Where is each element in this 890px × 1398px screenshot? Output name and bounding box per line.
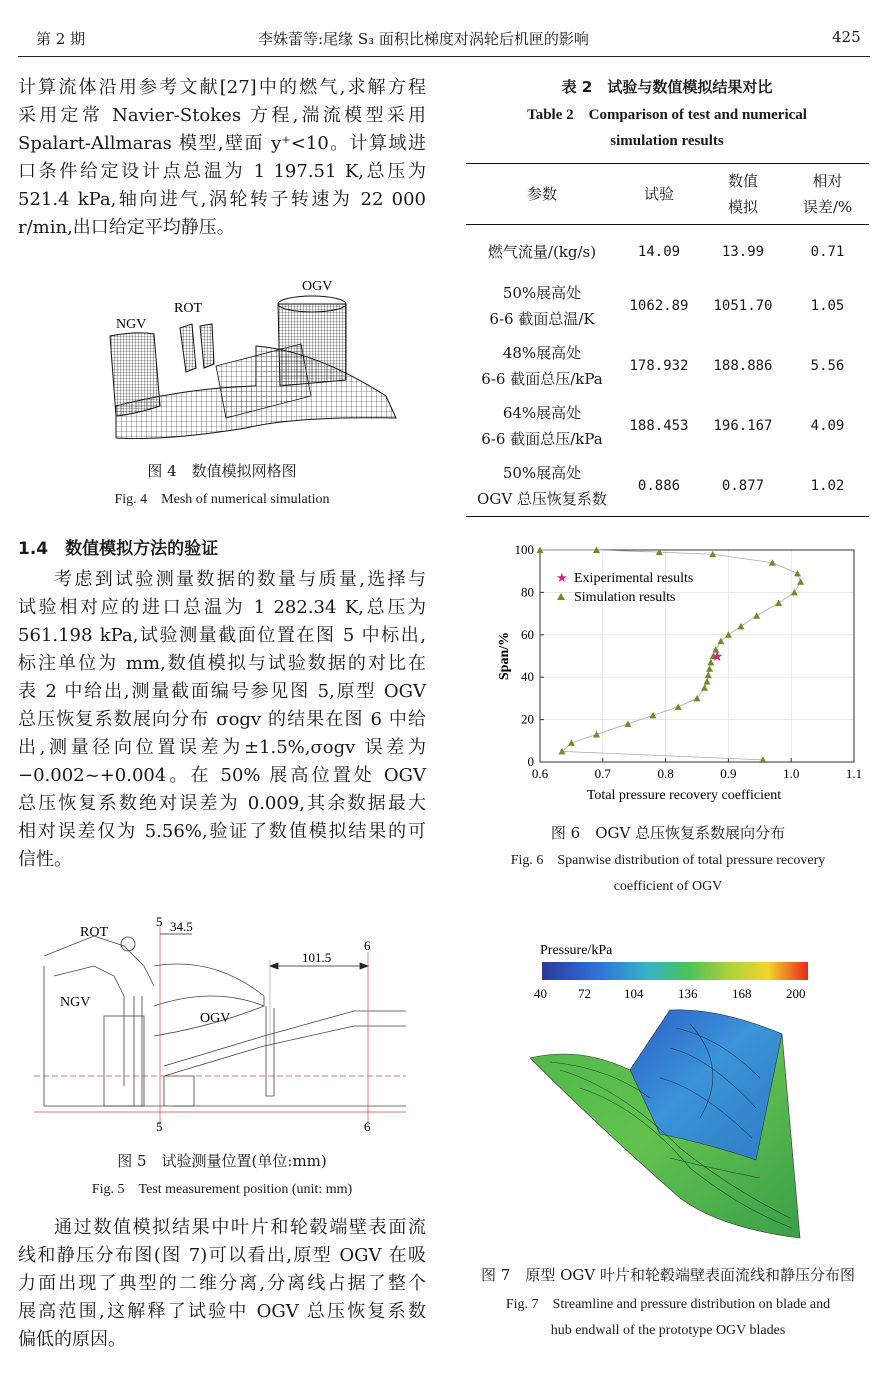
- simulation-point: [694, 695, 701, 702]
- text-line: 偏低的原因。: [18, 1329, 126, 1350]
- fig6-caption-en-line: Fig. 6 Spanwise distribution of total pressure recovery: [510, 853, 826, 868]
- x-tick-label: 0.9: [720, 766, 737, 781]
- table-row: [466, 276, 869, 336]
- cell-test: 0.886: [618, 456, 700, 517]
- fig4-caption-en: Fig. 4 Mesh of numerical simulation: [114, 492, 330, 507]
- table2-title-en: [466, 102, 868, 154]
- fig5-dimension-34-5: 34.5: [170, 919, 193, 934]
- paragraph-1: [18, 74, 426, 242]
- table2-title-cn: 表 2 试验与数值模拟结果对比: [561, 78, 773, 96]
- y-tick-label: 0: [527, 754, 534, 769]
- fig7-caption-en-line: hub endwall of the prototype OGV blades: [550, 1323, 786, 1338]
- legend-triangle-marker: [557, 593, 565, 600]
- figure-7-contour: [520, 938, 820, 1248]
- text-line: 信性。: [18, 849, 72, 870]
- figure-4-mesh: [96, 276, 406, 446]
- table-header-param: 参数: [466, 164, 618, 225]
- text-line: 标注单位为 mm,数值模拟与试验数据的对比在: [18, 653, 426, 674]
- fig5-label-section5-top: 5: [156, 916, 163, 929]
- header-page: 425: [832, 28, 861, 46]
- y-tick-label: 100: [514, 542, 534, 557]
- fig5-label-section6-top: 6: [364, 938, 371, 953]
- y-tick-label: 20: [521, 711, 534, 727]
- fig7-caption-en: [462, 1292, 874, 1344]
- y-tick-label: 80: [521, 584, 534, 600]
- simulation-point: [704, 678, 711, 685]
- cell-test: 14.09: [637, 244, 681, 260]
- header-issue: 第 2 期: [36, 30, 86, 48]
- text-line: −0.002~+0.004。在 50% 展高位置处 OGV: [18, 765, 426, 786]
- y-tick-label: 60: [521, 626, 534, 642]
- legend-label-experimental: Exiperimental results: [574, 571, 694, 586]
- header-title: 李姝蕾等:尾缘 S₃ 面积比梯度对涡轮后机匣的影响: [258, 30, 589, 48]
- text-line: 考虑到试验测量数据的数量与质量,选择与: [54, 569, 426, 590]
- text-line: 521.4 kPa,轴向进气,涡轮转子转速为 22 000: [18, 189, 426, 210]
- figure-6-chart: [494, 540, 870, 808]
- fig4-caption-cn: 图 4 数值模拟网格图: [147, 462, 297, 480]
- x-tick-label: 0.8: [657, 766, 674, 781]
- fig5-label-ogv: OGV: [200, 1011, 231, 1026]
- table-header-sim: 数值 模拟: [700, 164, 786, 225]
- fig4-label-rot: ROT: [174, 301, 202, 316]
- cell-param: 64%展高处 6-6 截面总压/kPa: [481, 404, 603, 448]
- simulation-point: [568, 739, 575, 746]
- fig5-label-rot: ROT: [80, 925, 108, 940]
- cell-err: 0.71: [810, 244, 845, 260]
- x-tick-label: 0.7: [594, 766, 611, 781]
- simulation-point: [624, 720, 631, 727]
- fig6-caption-en: [466, 848, 870, 900]
- fig5-label-ngv: NGV: [60, 995, 91, 1010]
- table2-title-en-line: simulation results: [610, 133, 724, 149]
- text-line: 561.198 kPa,试验测量截面位置在图 5 中标出,: [18, 625, 426, 646]
- fig7-caption-en-line: Fig. 7 Streamline and pressure distribution on blade and: [505, 1297, 831, 1312]
- simulation-point: [775, 600, 782, 607]
- simulation-point: [593, 731, 600, 738]
- cell-err: 4.09: [810, 418, 845, 434]
- fig7-tick: 200: [786, 986, 806, 1001]
- cell-test: 178.932: [629, 358, 689, 374]
- cell-sim: 0.877: [700, 456, 786, 517]
- table-row: [466, 396, 869, 456]
- x-tick-label: 1.1: [845, 766, 863, 781]
- figure-5-drawing: [34, 916, 406, 1138]
- experimental-point: ★: [710, 650, 724, 665]
- text-line: 总压恢复系数绝对误差为 0.009,其余数据最大: [18, 793, 426, 814]
- fig7-tick: 168: [732, 986, 752, 1001]
- cell-err: 1.05: [810, 298, 845, 314]
- cell-param: 48%展高处 6-6 截面总压/kPa: [481, 344, 603, 388]
- text-line: 展高范围,这解释了试验中 OGV 总压恢复系数: [18, 1301, 426, 1322]
- chart-ylabel: Span/%: [497, 631, 512, 681]
- fig7-tick: 136: [678, 986, 698, 1001]
- fig7-legend-title: Pressure/kPa: [540, 943, 613, 958]
- fig7-tick: 72: [578, 986, 591, 1001]
- table-row: [466, 456, 869, 517]
- text-line: 力面出现了典型的二维分离,分离线占据了整个: [18, 1273, 426, 1294]
- simulation-point: [701, 684, 708, 691]
- text-line: Spalart-Allmaras 模型,壁面 y⁺<10。计算域进: [18, 133, 426, 154]
- fig5-dimension-101-5: 101.5: [302, 950, 332, 965]
- text-line: 总压恢复系数展向分布 σogv 的结果在图 6 中给: [18, 709, 426, 730]
- table-header-err: 相对 误差/%: [786, 164, 869, 225]
- text-line: 相对误差仅为 5.56%,验证了数值模拟结果的可: [18, 821, 426, 842]
- text-line: 采用定常 Navier-Stokes 方程,湍流模型采用: [18, 105, 426, 126]
- simulation-point: [794, 570, 801, 577]
- fig5-label-section5-bottom: 5: [156, 1119, 163, 1134]
- text-line: 通过数值模拟结果中叶片和轮毂端壁表面流: [54, 1217, 426, 1238]
- text-line: 计算流体沿用参考文献[27]中的燃气,求解方程: [18, 77, 426, 98]
- legend-label-simulation: Simulation results: [574, 590, 676, 605]
- y-tick-label: 40: [521, 669, 534, 685]
- table2: [466, 163, 869, 517]
- simulation-point: [797, 578, 804, 585]
- cell-sim: 1051.70: [713, 298, 773, 314]
- simulation-point: [737, 623, 744, 630]
- simulation-point: [650, 712, 657, 719]
- fig5-caption-cn: 图 5 试验测量位置(单位:mm): [117, 1152, 327, 1170]
- cell-sim: 188.886: [713, 358, 773, 374]
- fig7-tick: 104: [624, 986, 644, 1001]
- fig7-tick: 40: [534, 986, 547, 1001]
- x-tick-label: 1.0: [783, 766, 800, 781]
- table-row: [466, 225, 869, 277]
- text-line: r/min,出口给定平均静压。: [18, 217, 235, 238]
- fig5-label-section6-bottom: 6: [364, 1119, 371, 1134]
- paragraph-3: [18, 1214, 426, 1354]
- cell-err: 5.56: [810, 358, 845, 374]
- cell-sim: 13.99: [721, 244, 765, 260]
- fig7-colorbar: [542, 962, 808, 980]
- fig6-caption-en-line: coefficient of OGV: [613, 879, 723, 894]
- chart-legend: [556, 570, 693, 605]
- cell-sim: 196.167: [713, 418, 773, 434]
- legend-star-marker: ★: [556, 570, 568, 585]
- fig7-caption-cn: 图 7 原型 OGV 叶片和轮毂端壁表面流线和静压分布图: [481, 1266, 855, 1284]
- cell-param: 50%展高处 6-6 截面总温/K: [489, 284, 595, 328]
- simulation-point: [753, 612, 760, 619]
- simulation-point: [705, 672, 712, 679]
- table-header-test: 试验: [618, 164, 700, 225]
- fig4-label-ogv: OGV: [302, 279, 333, 294]
- chart-xlabel: Total pressure recovery coefficient: [586, 788, 782, 803]
- cell-test: 188.453: [629, 418, 689, 434]
- cell-test: 1062.89: [629, 298, 689, 314]
- simulation-point: [675, 703, 682, 710]
- x-tick-label: 0.6: [531, 766, 549, 781]
- section-heading: 1.4 数值模拟方法的验证: [18, 539, 219, 559]
- text-line: 试验相对应的进口总温为 1 282.34 K,总压为: [18, 597, 426, 618]
- table-header-row: [466, 164, 869, 225]
- text-line: 表 2 中给出,测量截面编号参见图 5,原型 OGV: [18, 681, 426, 702]
- cell-param: 50%展高处 OGV 总压恢复系数: [466, 456, 618, 517]
- fig5-caption-en: Fig. 5 Test measurement position (unit: mm): [91, 1182, 353, 1197]
- table-row: [466, 336, 869, 396]
- cell-err: 1.02: [786, 456, 869, 517]
- paragraph-2: [18, 566, 426, 874]
- text-line: 线和静压分布图(图 7)可以看出,原型 OGV 在吸: [18, 1245, 426, 1266]
- table2-title-en-line: Table 2 Comparison of test and numerical: [527, 107, 807, 123]
- simulation-point: [706, 665, 713, 672]
- text-line: 口条件给定设计点总温为 1 197.51 K,总压为: [18, 161, 426, 182]
- fig4-label-ngv: NGV: [116, 317, 147, 332]
- fig6-caption-cn: 图 6 OGV 总压恢复系数展向分布: [550, 824, 786, 842]
- text-line: 出,测量径向位置误差为±1.5%,σogv 误差为: [18, 737, 426, 758]
- header-rule: [18, 56, 870, 57]
- cell-param: 燃气流量/(kg/s): [487, 243, 597, 261]
